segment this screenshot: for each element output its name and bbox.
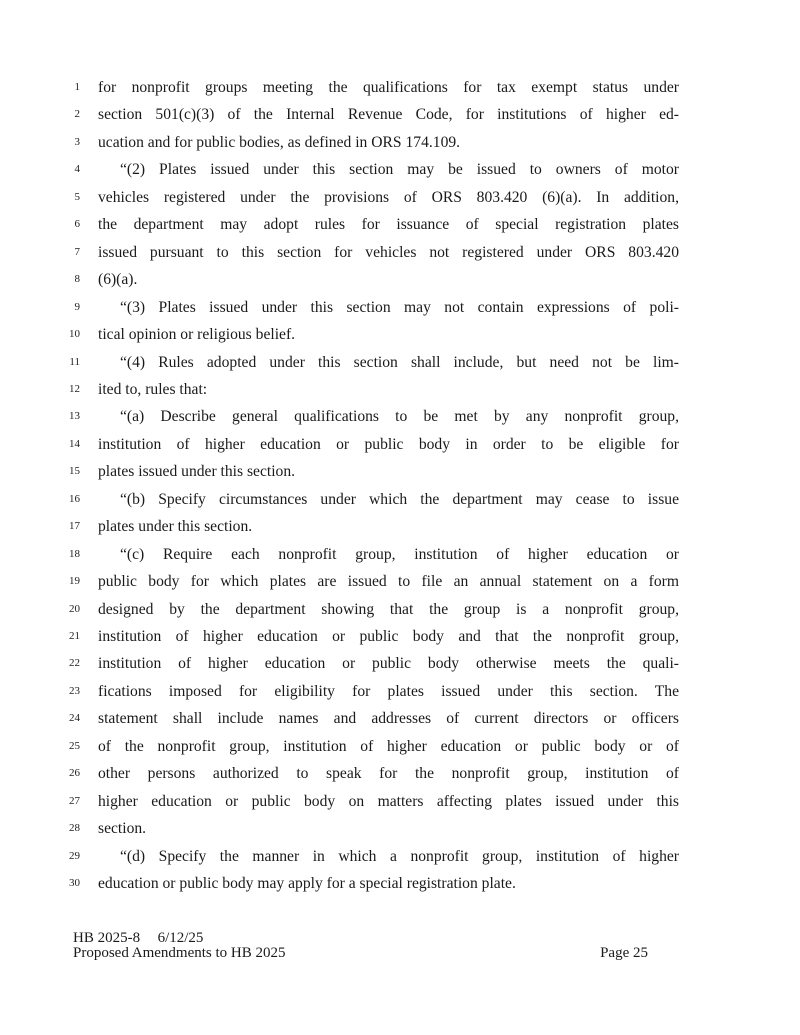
line-text: institution of higher education or public body and that the nonprofit group, xyxy=(98,628,679,645)
document-line xyxy=(0,271,800,298)
document-line xyxy=(0,491,800,518)
document-line xyxy=(0,820,800,847)
document-line xyxy=(0,299,800,326)
line-number: 23 xyxy=(69,684,80,697)
line-text: other persons authorized to speak for the nonprofit group, institution of xyxy=(98,765,679,783)
line-text: “(4) Rules adopted under this section shall include, but need not be lim- xyxy=(120,353,679,371)
line-number: 30 xyxy=(69,877,80,890)
line-text: of the nonprofit group, institution of higher education or public body or of xyxy=(98,737,679,755)
document-line xyxy=(0,518,800,545)
line-text: vehicles registered under the provisions of ORS 803.420 (6)(a). In addition, xyxy=(98,188,679,206)
document-line xyxy=(0,436,800,463)
line-number: 3 xyxy=(74,135,80,148)
line-number: 28 xyxy=(69,822,80,835)
document-line xyxy=(0,710,800,737)
line-number: 4 xyxy=(74,163,80,176)
document-line xyxy=(0,408,800,435)
line-number: 27 xyxy=(69,794,80,807)
line-number: 11 xyxy=(69,355,80,368)
document-line xyxy=(0,244,800,271)
line-text: (6)(a). xyxy=(98,271,138,289)
line-number: 18 xyxy=(69,547,80,560)
line-text: public body for which plates are issued to file an annual statement on a form xyxy=(98,573,679,591)
document-line xyxy=(0,601,800,628)
document-line xyxy=(0,738,800,765)
document-line xyxy=(0,463,800,490)
line-number: 15 xyxy=(69,465,80,478)
footer-bill-id: HB 2025-8 xyxy=(73,930,141,946)
line-text: fications imposed for eligibility for plates issued under this section. The xyxy=(98,682,679,700)
line-text: “(3) Plates issued under this section may not contain expressions of poli- xyxy=(120,298,679,316)
footer-title: Proposed Amendments to HB 2025 xyxy=(73,945,286,961)
line-text: ucation and for public bodies, as defined in ORS 174.109. xyxy=(98,133,461,151)
line-text: tical opinion or religious belief. xyxy=(98,326,296,344)
document-line xyxy=(0,875,800,902)
document-line xyxy=(0,326,800,353)
line-number: 22 xyxy=(69,657,80,670)
line-number: 1 xyxy=(74,81,80,93)
footer-date: 6/12/25 xyxy=(157,930,204,946)
document-line xyxy=(0,655,800,682)
line-number: 20 xyxy=(69,602,80,615)
page-number: Page 25 xyxy=(600,945,648,961)
document-line xyxy=(0,573,800,600)
line-text: the department may adopt rules for issuance of special registration plates xyxy=(98,216,679,234)
line-number: 9 xyxy=(74,300,80,313)
line-number: 2 xyxy=(74,108,80,121)
document-line xyxy=(0,628,800,655)
line-text: section 501(c)(3) of the Internal Revenue Code, for institutions of higher ed- xyxy=(98,106,679,124)
line-text: statement shall include names and addresses of current directors or officers xyxy=(98,710,679,728)
line-text: higher education or public body on matters affecting plates issued under this xyxy=(98,792,679,810)
line-number: 19 xyxy=(69,575,80,588)
line-text: ited to, rules that: xyxy=(98,380,208,398)
line-text: “(d) Specify the manner in which a nonprofit group, institution of higher xyxy=(120,847,679,865)
document-line xyxy=(0,79,800,106)
document-line xyxy=(0,354,800,381)
line-number: 17 xyxy=(69,520,80,533)
line-text: education or public body may apply for a special registration plate. xyxy=(98,875,516,893)
page-footer xyxy=(73,931,648,961)
line-number: 25 xyxy=(69,739,80,752)
line-number: 8 xyxy=(74,273,80,286)
document-line xyxy=(0,189,800,216)
document-line xyxy=(0,216,800,243)
line-number: 10 xyxy=(69,328,80,341)
document-line xyxy=(0,848,800,875)
line-number: 5 xyxy=(74,190,80,203)
line-text: institution of higher education or public body in order to be eligible for xyxy=(98,435,679,453)
line-number: 29 xyxy=(69,849,80,862)
line-text: designed by the department showing that the group is a nonprofit group, xyxy=(98,600,679,618)
document-line xyxy=(0,106,800,133)
line-text: “(b) Specify circumstances under which the department may cease to issue xyxy=(120,490,679,508)
line-number: 21 xyxy=(69,630,80,642)
line-number: 6 xyxy=(74,218,80,231)
document-line xyxy=(0,765,800,792)
line-number: 16 xyxy=(69,492,80,505)
document-line xyxy=(0,381,800,408)
document-line xyxy=(0,134,800,161)
line-number: 14 xyxy=(69,437,80,450)
line-text: “(c) Require each nonprofit group, institution of higher education or xyxy=(120,545,679,563)
document-line xyxy=(0,793,800,820)
line-text: plates under this section. xyxy=(98,518,253,536)
line-text: “(a) Describe general qualifications to be met by any nonprofit group, xyxy=(120,408,679,426)
line-number: 7 xyxy=(74,245,80,258)
line-number: 12 xyxy=(69,382,80,395)
line-text: plates issued under this section. xyxy=(98,463,296,481)
line-number: 24 xyxy=(69,712,80,725)
document-line xyxy=(0,683,800,710)
line-number: 26 xyxy=(69,767,80,780)
document-line xyxy=(0,546,800,573)
line-text: “(2) Plates issued under this section may be issued to owners of motor xyxy=(120,161,679,179)
line-text: institution of higher education or public body otherwise meets the quali- xyxy=(98,655,679,673)
line-number: 13 xyxy=(69,410,80,423)
document-line xyxy=(0,161,800,188)
line-text: for nonprofit groups meeting the qualifications for tax exempt status under xyxy=(98,79,679,96)
line-text: issued pursuant to this section for vehicles not registered under ORS 803.420 xyxy=(98,243,679,261)
line-text: section. xyxy=(98,820,147,838)
